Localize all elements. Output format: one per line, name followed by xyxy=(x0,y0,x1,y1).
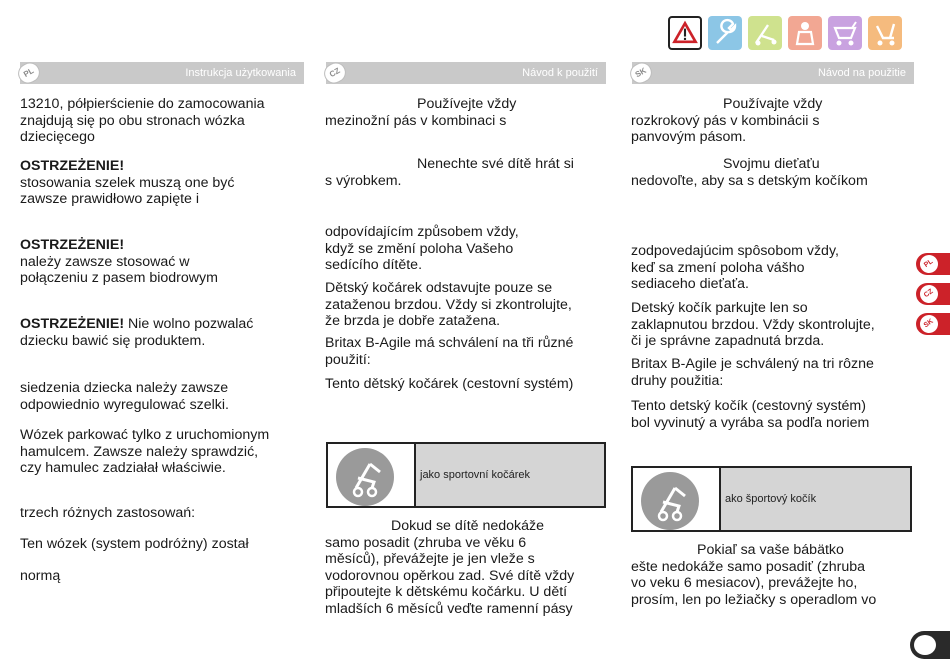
header-title-sk: Návod na použitie xyxy=(817,67,906,79)
paragraph: siedzenia dziecka należy zawsze odpowiednio wyregulować szelki. xyxy=(20,380,229,413)
product-box-sk xyxy=(631,466,912,532)
paragraph: Nenechte své dítě hrát si s výrobkem. xyxy=(325,156,574,189)
paragraph: Britax B-Agile je schválený na tri rôzne druhy použitia: xyxy=(631,356,874,389)
side-tab-sk[interactable]: SK xyxy=(916,313,950,335)
sport-stroller-icon-cell xyxy=(633,468,721,530)
product-box-cz xyxy=(326,442,606,508)
sport-stroller-icon xyxy=(336,448,394,506)
header-bar-sk xyxy=(632,62,914,84)
paragraph: Detský kočík parkujte len so zaklapnutou brzdou. Vždy skontrolujte, či je správne zapadnutá brzda. xyxy=(631,300,875,349)
stroller-carrycot-icon xyxy=(828,16,862,50)
paragraph: Svojmu dieťaťu nedovoľte, aby sa s detským kočíkom xyxy=(631,156,868,189)
paragraph: 13210, półpierścienie do zamocowania znajdują się po obu stronach wózka dziecięcego xyxy=(20,96,265,145)
warning-triangle-icon xyxy=(668,16,702,50)
paragraph: normą xyxy=(20,568,61,584)
product-label-sk: ako športový kočík xyxy=(725,493,817,505)
paragraph: Dokud se dítě nedokáže samo posadit (zhruba ve věku 6 měsíců), převážejte je jen vleže s vodorovnou opěrkou zad. Své dítě vždy připoutejte k dětskému kočárku. U dětí mladších 6 měsíců veďte ramenní pásy xyxy=(325,518,575,617)
warning-paragraph: OSTRZEŻENIE! Nie wolno pozwalać dziecku bawić się produktem. xyxy=(20,316,254,349)
paragraph: Používajte vždy rozkrokový pás v kombinácii s panvovým pásom. xyxy=(631,96,823,145)
paragraph: Pokiaľ sa vaše bábätko ešte nedokáže samo posadiť (zhruba vo veku 6 mesiacov), prevážejte ho, prosím, len po ležiačky s operadlom vo xyxy=(631,542,877,608)
paragraph: odpovídajícím způsobem vždy, když se změní poloha Vašeho sedícího dítěte. xyxy=(325,224,519,273)
sport-stroller-icon-cell xyxy=(328,444,416,506)
page-tab xyxy=(910,631,950,659)
wrench-icon xyxy=(708,16,742,50)
product-label-cz: jako sportovní kočárek xyxy=(420,469,531,481)
paragraph: Používejte vždy mezinožní pás v kombinaci s xyxy=(325,96,517,129)
paragraph: Wózek parkować tylko z uruchomionym hamulcem. Zawsze należy sprawdzić, czy hamulec zadziałał właściwie. xyxy=(20,427,270,476)
stroller-recline-icon xyxy=(868,16,902,50)
page-tab-circle xyxy=(914,635,936,655)
warning-label: OSTRZEŻENIE! xyxy=(20,316,125,332)
header-bar-cz xyxy=(326,62,606,84)
header-title-cz: Návod k použití xyxy=(522,67,598,79)
lang-badge-sk: SK xyxy=(626,59,655,87)
paragraph: Ten wózek (system podróżny) został xyxy=(20,536,249,552)
paragraph: Britax B-Agile má schválení na tři různé použití: xyxy=(325,335,574,368)
warning-paragraph: OSTRZEŻENIE! należy zawsze stosować w połączeniu z pasem biodrowym xyxy=(20,237,218,286)
stroller-fold-icon xyxy=(748,16,782,50)
paragraph: trzech różnych zastosowań: xyxy=(20,505,196,521)
lang-badge-cz: CZ xyxy=(320,59,349,87)
paragraph: Tento dětský kočárek (cestovní systém) xyxy=(325,376,574,392)
header-title-pl: Instrukcja użytkowania xyxy=(185,67,296,79)
warning-label: OSTRZEŻENIE! xyxy=(20,158,125,174)
lang-badge-pl: PL xyxy=(14,59,43,87)
paragraph: Tento detský kočík (cestovný systém) bol vyvinutý a vyrába sa podľa noriem xyxy=(631,398,870,431)
warning-label: OSTRZEŻENIE! xyxy=(20,237,125,253)
sport-stroller-icon xyxy=(641,472,699,530)
side-tab-cz[interactable]: CZ xyxy=(916,283,950,305)
child-seat-icon xyxy=(788,16,822,50)
side-tab-pl[interactable]: PL xyxy=(916,253,950,275)
header-bar-pl xyxy=(20,62,304,84)
paragraph: zodpovedajúcim spôsobom vždy, keď sa zmení poloha vášho sediaceho dieťaťa. xyxy=(631,243,839,292)
warning-paragraph: OSTRZEŻENIE! stosowania szelek muszą one być zawsze prawidłowo zapięte i xyxy=(20,158,235,207)
paragraph: Dětský kočárek odstavujte pouze se zataženou brzdou. Vždy si zkontrolujte, že brzda je dobře zatažena. xyxy=(325,280,572,329)
